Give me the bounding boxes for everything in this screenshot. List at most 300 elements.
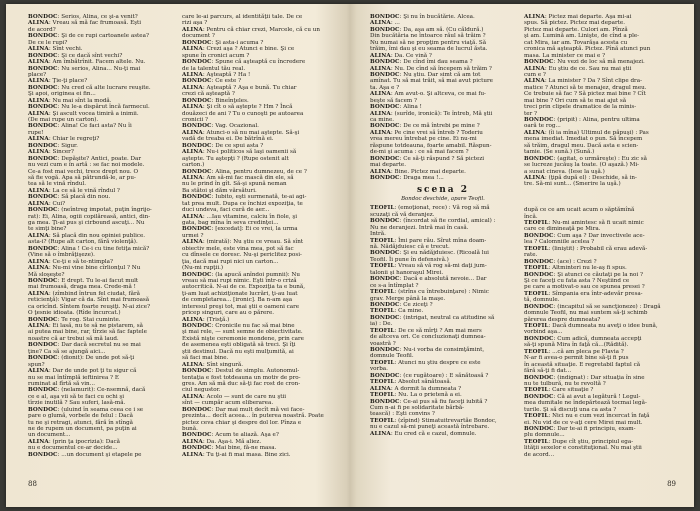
speaker-name: ALINA	[28, 59, 49, 66]
right-col1-top	[370, 14, 516, 181]
line-text: Teofil. Îi pune în defensivă.)	[370, 256, 449, 263]
line-text: după ce ce am ucait acum o săptămînă	[524, 207, 635, 214]
line-text: rizi aşa ?	[182, 20, 208, 27]
speaker-name: BONDOC	[182, 97, 212, 104]
line-text: pare o glumă, vorbele de felul : Dacă	[28, 413, 133, 420]
line-text: masa. La minister ce mai e ?	[524, 52, 606, 59]
line-text: ca oricînd. Sîntem foarte reuşiţi. N-ai zice?	[28, 303, 151, 310]
line-text: treci prin clipele dramatice de la minis-	[524, 104, 637, 111]
speaker-name: ALINA	[182, 213, 203, 220]
speaker-name: TEOFIL	[370, 359, 395, 366]
line-text: : (mirată): Nu ştiu ce vreau. Să sînt	[202, 239, 304, 246]
speaker-name: TEOFIL	[370, 308, 395, 315]
line-text: : Şi de ce rupi cartoanele astea?	[57, 33, 149, 40]
line-text: : (agitat, o urmăreşte) : Eu zic să	[553, 155, 647, 162]
line-text: : Depăşite? Antici, poate. Dar	[57, 155, 142, 162]
line-text: : Nu. La o prietenă a ei.	[394, 392, 462, 399]
speaker-name: BONDOC	[182, 194, 212, 201]
line-text: : Care situaţie ?	[548, 387, 594, 394]
line-text: : Alina! Ce faci asta? Nu îi	[57, 123, 132, 130]
line-text: ta. Aşa e ?	[370, 84, 400, 91]
line-text: : Sigur.	[57, 142, 78, 149]
line-text: rat): Ei, Alina, ogiii copilăreasă, antici, din-	[28, 213, 151, 220]
speaker-name: TEOFIL	[370, 205, 395, 212]
speaker-name: BONDOC	[28, 194, 58, 201]
line-text: : Ce să-ţi răspund ? Să pictezi	[399, 155, 485, 162]
line-text: tat prea mult. Dupa ce închizi expoziţia, te	[182, 200, 303, 207]
line-text: : Da. Ce vină ?	[390, 52, 432, 59]
speaker-name: TEOFIL	[524, 220, 549, 226]
line-text: grav. Merge până la maşe.	[370, 295, 446, 302]
line-text: : Nu. De cînd să începem să trăim ?	[390, 65, 492, 72]
speaker-name: BONDOC	[28, 104, 58, 111]
speaker-name: ALINA	[28, 200, 49, 207]
line-text: cu dînsele ce doresc. Nu-şi periclitez posi-	[182, 252, 302, 259]
line-text: : Nu-mi amintesc să fi ucait nimic	[548, 220, 644, 226]
line-text: tre. Să-mi sunt... (Smerire la uşă.)	[524, 181, 621, 188]
line-text: : Bineînţeles.	[211, 97, 249, 104]
line-text: duci undeva, faci cură de aer...	[182, 207, 270, 214]
line-text: mea dumitale ne îndepărtează tocmai legă-	[524, 400, 647, 407]
speaker-name: BONDOC	[28, 207, 58, 214]
line-text: : Pictez mai departe. Aşa mi-ai	[544, 14, 632, 20]
line-text: : Ei lasă, nu te să ne pistarem, să	[48, 323, 143, 329]
line-text: : (nelamurit): Ce-nsemnă, dacă	[57, 387, 146, 394]
text-line	[182, 452, 328, 458]
speaker-name: ALINA	[370, 20, 391, 27]
line-text: tu ne şi retragi, atunci, fără în stîngă	[28, 419, 133, 426]
line-text: : Îmi pare rău. Sîrut mîna doam-	[394, 237, 487, 244]
speaker-name: BONDOC	[28, 387, 58, 394]
line-text: : Acolo — sunt de care nu ştii	[202, 393, 287, 400]
speaker-name: ALINA	[524, 14, 545, 20]
line-text: : De cînd îmi dau seama ?	[399, 59, 473, 66]
line-text: beşte să facem ?	[370, 97, 418, 104]
line-text: Intră.	[370, 231, 386, 238]
speaker-name: ALINA	[524, 65, 545, 72]
line-text: : A dormit la dumneata ?	[390, 385, 462, 392]
line-text: : Da, aşa am să. (Cu căldură.)	[399, 26, 484, 33]
line-text: ia) : De.	[370, 321, 393, 328]
line-text: voastră ?	[370, 340, 396, 347]
line-text: : (liniştit) : Probabil că erau adevă-	[548, 245, 648, 252]
speaker-name: BONDOC	[28, 316, 58, 323]
speaker-name: ALINA	[182, 129, 203, 136]
line-text: : Eu ştiu de ce. Sau nu mai ştii	[544, 65, 632, 72]
speaker-name: ALINA	[370, 430, 391, 437]
line-text: : Nici nu e cum vezi încercat în faţă	[548, 413, 650, 420]
speaker-name: BONDOC	[28, 14, 58, 20]
line-text: : Şi atunci ce căutaţi pe la noi ?	[553, 271, 643, 278]
line-text: ţi-am luat achiziţionate lucrări, ţi-au luat	[182, 290, 298, 297]
speaker-name: BONDOC	[524, 155, 554, 162]
line-text: cronica mă aşteaptă. Pictez. Pînă atunci pun	[524, 46, 651, 53]
line-text: : Crezi aşa ? Atunci e bine. Şi ce	[202, 46, 295, 53]
line-text: să trăim, dragul meu. Dacă asta e scien-	[524, 142, 639, 149]
line-text: şi mai rele, — sunt semne de obiectivitate.	[182, 329, 303, 336]
line-text: care ce dimineaţă pe Mira.	[524, 226, 601, 233]
line-text: : Şi asta-i acuma ?	[211, 39, 264, 46]
speaker-name: ALINA	[28, 232, 49, 239]
line-text: de acord?	[28, 26, 56, 33]
line-text: nu e documentul ce-ar decide...	[28, 445, 118, 452]
line-text: N-ar fi avea-o permit bine să-ţi fi pus	[524, 355, 629, 362]
speaker-name: TEOFIL	[524, 245, 549, 252]
line-text: : Ce ziceţi ?	[399, 301, 433, 308]
speaker-name: ALINA	[182, 393, 203, 400]
line-text: matice ? Atunci să te menajez, dragul meu.	[524, 84, 647, 91]
speaker-name: BONDOC	[28, 155, 58, 162]
speaker-name: BONDOC	[370, 71, 400, 78]
line-text: : Dacă dumneata nu aveţi o idee bună,	[548, 323, 658, 329]
speaker-name: BONDOC	[28, 451, 58, 458]
line-text: lea ? Calomniile acelea ?	[524, 239, 595, 246]
speaker-name: BONDOC	[28, 142, 58, 149]
speaker-name: BONDOC	[182, 271, 212, 278]
line-text: trăim, îmi dau şi eu seama de lucrul ăsta.	[370, 46, 488, 53]
line-text: : Nu cred că alte lucrare reuşite.	[57, 84, 151, 91]
line-text: de acord...	[524, 451, 555, 458]
line-text: oară te rog...	[524, 123, 561, 130]
line-text: : (incapitul să se sancţioneze) : Dragă	[553, 303, 661, 310]
line-text: : Dacă e absolută nevoie... Dar	[399, 276, 487, 283]
speaker-name: BONDOC	[182, 78, 212, 85]
line-text: urmei ?	[182, 232, 204, 239]
speaker-name: TEOFIL	[524, 290, 549, 297]
line-text: : (ce rugătoare) : E sănătoasă ?	[399, 372, 489, 379]
line-text: nu e cazul să-mi puneţi această întrebare.	[370, 424, 490, 431]
line-text: : Pe cine vrei să întreb ? Toderiu	[390, 129, 483, 136]
line-text: : La ce să le vină rîndul ?	[48, 187, 120, 194]
line-text: Pictez mai departe. Culori am. Pînză	[524, 26, 628, 33]
line-text: : Ţie-ţi place?	[48, 78, 88, 85]
line-text: : Mai bine, fă-ne masa.	[211, 445, 277, 452]
line-text: gres. Am să mă duc să-ţi fac rost de cron-	[182, 380, 301, 387]
line-text: încă.	[524, 213, 538, 220]
speaker-name: BONDOC	[370, 372, 400, 379]
line-text: crezi că aşteaptă ?	[182, 91, 235, 98]
line-text: plu domnule...	[524, 432, 565, 439]
line-text: spune în cronici acum ?	[182, 52, 250, 59]
line-text: place?	[28, 71, 47, 78]
speaker-name: BONDOC	[182, 226, 212, 233]
line-text: : (Trisţă.)	[202, 316, 230, 323]
speaker-name: BONDOC	[370, 155, 400, 162]
line-text: : E drept. Tu le-ai facut mult	[57, 277, 139, 284]
line-text: ştii destinul. Dacă nu eşti mulţumită, ai	[182, 348, 294, 355]
speaker-name: BONDOC	[524, 117, 554, 123]
line-text: : Nu serios, Alina... Nu-ţi mai	[57, 65, 141, 72]
line-text: care le-ai parcurs, al identităţii tale. De ce	[182, 14, 303, 20]
speaker-name: TEOFIL	[524, 265, 549, 272]
line-text: : ...	[390, 20, 400, 27]
speaker-name: ALINA	[28, 187, 49, 194]
speaker-name: BONDOC	[370, 104, 400, 111]
speaker-name: ALINA	[28, 20, 49, 27]
line-text: : (intrigat, neutral ca atitudine să	[399, 314, 495, 321]
line-text: : Acum te aliază. Aşa e?	[211, 432, 279, 439]
speaker-name: ALINA	[28, 265, 49, 272]
speaker-name: BONDOC	[182, 432, 212, 439]
line-text: Ce trebuie să fac ? Să pictez mai bine ? Cît	[524, 91, 646, 98]
speaker-name: ALINA	[182, 239, 203, 246]
line-text: : Atunci-o să nu mai aştepte. Să-şi	[202, 129, 300, 136]
line-text: ţia, dacă mai rupi nici un carton...	[182, 258, 279, 265]
line-text: douăzeci de ani ? Tu o cunoşti pe autoarea	[182, 110, 304, 117]
line-text: : (emoţionat, rece) : Vă rog să mă	[394, 205, 490, 212]
speaker-name: BONDOC	[370, 276, 400, 283]
speaker-name: ALINA	[182, 451, 203, 458]
line-text: Şi apoi, originea ei fin...	[28, 91, 96, 98]
line-text: : Şi cît o să aştepte ? Hm ? Încă	[202, 104, 293, 111]
speaker-name: ALINA	[524, 129, 545, 136]
speaker-name: TEOFIL	[524, 438, 549, 445]
line-text: : ...Iau vitamine, calciu în fiole, şi	[202, 213, 298, 220]
speaker-name: BONDOC	[524, 271, 554, 278]
line-text: părerea despre dumneata?	[524, 316, 601, 323]
line-text: : Nu ştiu. Dar simt că am tot	[399, 71, 481, 78]
line-text: obiectiv mele, este vina mea, pot să fac	[182, 245, 294, 252]
line-text: Din bucătăria ne întoarce răul să trăim ?	[370, 33, 486, 40]
line-text: : (uluind în seama ceea ce i se	[57, 406, 144, 413]
line-text: şi am. Lumină am. Linişte, de cînd a ple-	[524, 33, 640, 40]
line-text: ga mea. Ţi-ai pus şi cirbound ascuţi... Nu	[28, 220, 145, 226]
speaker-name: BONDOC	[370, 26, 400, 33]
speaker-name: BONDOC	[182, 406, 212, 413]
text-line	[370, 431, 516, 437]
speaker-name: BONDOC	[182, 168, 212, 175]
line-text: : De ce să mîrţi ? Am mai mers	[394, 327, 482, 334]
line-text: Nu numai să ne propţim pentru viaţă. Să	[370, 39, 487, 46]
line-text: în această situaţie. E regretabil faptul că	[524, 361, 641, 368]
line-text: ruminat al fîrtă să vin...	[28, 380, 95, 387]
speaker-name: ALINA	[182, 361, 203, 368]
speaker-name: BONDOC	[370, 250, 400, 257]
speaker-name: ALINA	[28, 368, 49, 375]
line-text: : Aşteaptă ? Aşa e bună. Tu chiar	[202, 84, 297, 91]
line-text: : Şi ascult vocea timiră a inimii.	[48, 110, 139, 117]
speaker-name: BONDOC	[370, 347, 400, 353]
line-text: interesul preşi tot, mai ştii e oameni care	[182, 303, 300, 310]
line-text: talonii şi hanoraşul Mirei.	[370, 269, 444, 276]
line-text: : De ce mă întrebi pe mine ?	[399, 123, 480, 130]
speaker-name: BONDOC	[182, 445, 212, 452]
line-text: : Dar dacă secretul nu se mai	[57, 342, 141, 349]
line-text: să-ţi spună Mira în faţă că...(Rădită).	[524, 342, 629, 349]
line-text: : (zîmbind întrun fel ciudat, fără	[48, 290, 140, 297]
text-line	[524, 452, 670, 458]
scene-stage-direction: Bondoc deschide, apare Teofil.	[401, 196, 485, 203]
line-text: : Tu ţi-ai fi mai masa. Bine zici.	[202, 451, 291, 458]
line-text: : Şi eu nădăjduiesc. (Ricoală lui	[399, 250, 489, 257]
speaker-name: BONDOC	[370, 174, 400, 181]
book-spread	[6, 4, 694, 507]
speaker-name: ALINA	[28, 97, 49, 104]
line-text: : (neîntreg impotat, puţin îngrijo-	[57, 207, 152, 214]
speaker-name: TEOFIL	[524, 323, 549, 329]
line-text: ţine? Ca să se ajungă aici...	[28, 348, 106, 355]
line-text: : Bine. Pictez mai departe.	[390, 168, 466, 175]
line-text: pe care a motivat-o sau ce spunea presei ?	[524, 284, 645, 291]
line-text: : Nu mai sînt la modă.	[48, 97, 112, 104]
speaker-name: ALINA	[182, 71, 203, 78]
line-text: mai bine ? Ori cum să te mai ajut să	[524, 97, 627, 104]
line-text: ciul negustor.	[182, 387, 221, 394]
right-page	[370, 14, 676, 492]
line-text: se lucreze jucăuş la toate. (O aşază.) Mi-	[524, 162, 640, 169]
line-text: : (indignat) : Dar situaţia în sine	[553, 374, 645, 381]
speaker-name: BONDOC	[524, 232, 554, 239]
line-text: bună.	[182, 426, 198, 432]
line-text: asta-i? (Rupe alt carton, fără violenţă).	[28, 239, 138, 246]
line-text: : Vreau să vă rog să-mi daţi jum-	[394, 263, 487, 270]
speaker-name: BONDOC	[370, 14, 400, 20]
line-text: : Dar de unde pot ţi tu sigur că	[48, 368, 137, 375]
line-text: mai departe.	[370, 162, 407, 169]
line-text: ei. Nu vid de ce v-aţi cere Mirei mai mult.	[524, 419, 643, 426]
line-text: tea să le vină rîndul.	[28, 181, 87, 188]
left-page-number: 88	[28, 480, 37, 488]
line-text: turile. Şi să discuţi una ca asta ?	[524, 406, 617, 413]
speaker-name: ALINA	[182, 438, 203, 445]
line-text: tentaţia e fost totdeauna un motiv de pro-	[182, 374, 301, 381]
line-text: : Alina, pentru dumnezeu, de ce ?	[211, 168, 307, 175]
line-text: : Aşteaptă ? Ha !	[202, 71, 251, 78]
line-text: Nu ne deranjezi. Intră mai în casă.	[370, 224, 469, 231]
line-text: : Cronicile nu fac să mai bine	[211, 323, 295, 329]
line-text: : Nu vezi de loc să mă menajezi.	[553, 59, 645, 66]
speaker-name: TEOFIL	[370, 327, 395, 334]
line-text: : (la apucă anîndoi pumnii): Nu	[211, 271, 300, 278]
line-text: : Alina !	[399, 104, 422, 111]
line-text: : Alina ! Ce-i cu tine fetiţa mică?	[57, 245, 150, 252]
speaker-name: TEOFIL	[370, 263, 395, 270]
speaker-name: BONDOC	[182, 368, 212, 375]
speaker-name: BONDOC	[28, 123, 58, 130]
speaker-name: TEOFIL	[370, 417, 395, 424]
speaker-name: ALINA	[182, 46, 203, 53]
speaker-name: BONDOC	[28, 406, 58, 413]
line-text: : (ace) : Crezi ?	[553, 258, 597, 265]
line-text: te simţi bine?	[28, 226, 67, 233]
line-text: nu se mai întîmplă ieftinirea ? E	[28, 374, 119, 381]
line-text: răspune totdeauna, foarte amabil. Răspun-	[370, 142, 492, 149]
line-text: nu te tulbură, nu te revoltă ?	[524, 380, 606, 387]
speaker-name: BONDOC	[370, 314, 400, 321]
speaker-name: ALINA	[182, 104, 203, 111]
line-text: : ...că am pleca pe Flavia ?	[548, 348, 624, 355]
line-text: ter ?	[524, 110, 538, 117]
line-text: : Dar te-ai fi principiu, exam-	[553, 426, 636, 432]
speaker-name: TEOFIL	[524, 348, 549, 355]
line-text: carton.)	[182, 162, 205, 169]
line-text: vrea mereu întrebat pe cine. Ei nu-mi	[370, 136, 477, 143]
line-text: ce e al, aşa vii să te faci cu ochi şi	[28, 393, 125, 400]
line-text: amînat. Tu să mai trăit, să mai avut picture	[370, 78, 493, 85]
speaker-name: BONDOC	[182, 59, 212, 66]
speaker-name: ALINA	[370, 385, 391, 392]
speaker-name: ALINA	[28, 323, 49, 329]
line-text: : Vreau să mă fac frumoasă. Eşti	[48, 20, 142, 27]
speaker-name: BONDOC	[524, 374, 554, 381]
line-text: Cum n-ai fi pe solidaritate bărbă-	[370, 404, 465, 411]
text-line	[28, 452, 174, 458]
line-text: să fie vogă. Apa să pătrundă-le, ar pu-	[28, 174, 136, 181]
line-text: : La minister ? Da ? Sînt clipe dra-	[544, 78, 642, 85]
line-text: : Draga mea !...	[399, 174, 444, 181]
line-text: mena imediat. Imediat o pun. Să începem	[524, 136, 643, 143]
line-text: domnule Teofil.	[370, 353, 414, 360]
speaker-name: BONDOC	[370, 123, 400, 130]
speaker-name: BONDOC	[28, 84, 58, 91]
line-text: spun?	[28, 361, 45, 368]
right-page-number: 89	[667, 480, 676, 488]
line-text: Şi ce faceţi cu fata asta ? Neştiind ce	[524, 277, 630, 284]
speaker-name: BONDOC	[370, 59, 400, 66]
line-text: De ce le rupi?	[28, 39, 68, 46]
line-text: : Te rog. Stai cuminte.	[57, 316, 121, 323]
speaker-name: ALINA	[524, 174, 545, 181]
speaker-name: BONDOC	[524, 303, 554, 310]
speaker-name: TEOFIL	[370, 237, 395, 244]
scene-title: scena 2	[416, 185, 470, 196]
speaker-name: ALINA	[182, 149, 203, 156]
line-text: nă. Nădăjduiesc că e trecut.	[370, 244, 450, 250]
line-text: : Cum aşa ? Dar invectivele ace-	[553, 232, 645, 239]
speaker-name: TEOFIL	[370, 392, 395, 399]
line-text: : Serios, Alina, ce şi-a venit?	[57, 14, 138, 20]
line-text: lităţii sexelor e constituţional. Nu mai ştii	[524, 445, 642, 452]
line-text: tească) : Eşti convins ?	[370, 411, 435, 418]
line-text: : Să placă din nou.	[57, 194, 111, 201]
speaker-name: BONDOC	[182, 123, 212, 130]
line-text: : Sîmpania era într-adevăr presa-	[548, 290, 643, 297]
line-text: mai frumoasă, draga mea. Crede-mă !	[28, 284, 136, 291]
line-text: : Nu-i politicos să laşi oamenii să	[202, 149, 297, 156]
line-text: prezinta... decît aceea... în puterea noastră. Poate	[182, 413, 324, 420]
line-text: : (surîde, ironică): Te întreb, Mă ştii	[390, 110, 493, 117]
speaker-name: BONDOC	[182, 323, 212, 329]
line-text: : Să placă din nou opiniei publice.	[48, 232, 146, 239]
line-text: reticienţă): Vigar că da. Sînt mai frumoasă	[28, 297, 150, 304]
line-text: : Dar mai mult decît mă vei face-	[211, 406, 305, 413]
speaker-name: ALINA	[370, 65, 391, 72]
line-text: : [excedat]: Ei ce vrei, la urma	[211, 226, 298, 233]
line-text: : (zîpind) Stimatuitrevartăe Bondoc,	[394, 417, 497, 424]
text-line	[370, 175, 516, 181]
line-text: sînt — cumpăr acum eliberarea.	[182, 400, 274, 407]
line-text: Mă sloşeşte?	[28, 271, 65, 278]
speaker-name: BONDOC	[28, 245, 58, 252]
line-text: : (îi ia mîna) Ultimul de păpuşi) : Pas	[544, 129, 649, 136]
line-text: document ?	[182, 33, 215, 40]
speaker-name: ALINA	[524, 78, 545, 85]
line-text: : Cum adică, dumneata accepţi	[553, 335, 642, 342]
line-text: : Sincer?	[48, 149, 74, 156]
speaker-name: BONDOC	[524, 258, 554, 265]
line-text: : Dupe cît ştiu, principiul ega-	[548, 438, 634, 445]
line-text: rate.	[524, 252, 538, 259]
speaker-name: BONDOC	[524, 426, 554, 432]
line-text: tîrzie inutilă ? Sau suferi, lasă-mă.	[28, 400, 126, 407]
line-text: : Iubito, eşti surmenată, te-ai agi-	[211, 194, 307, 201]
line-text: de asemenea eşti obligată să treci. Şi îţi	[182, 342, 296, 349]
speaker-name: BONDOC	[370, 218, 400, 225]
line-text: ca mine.	[370, 117, 395, 123]
line-text: rupe!	[28, 129, 44, 136]
line-text: nu le prind în gît. Să-şi spună neman	[182, 181, 287, 188]
line-text: ai putea mai bine, rar, tîrzie să fac faptele	[28, 329, 147, 336]
